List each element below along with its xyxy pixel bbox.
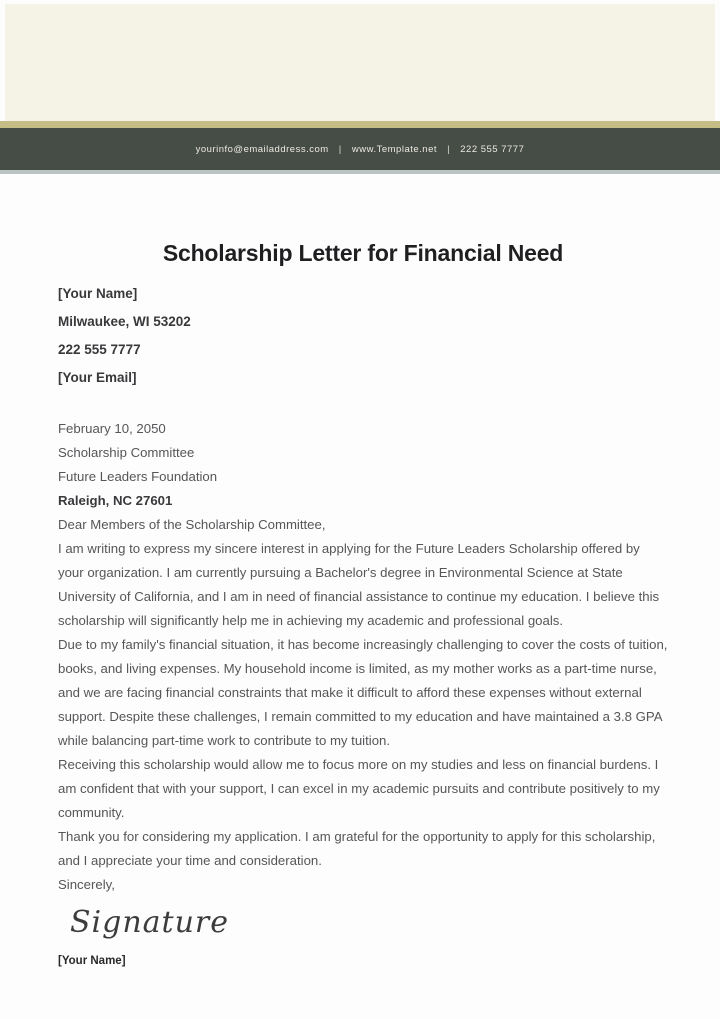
recipient-committee: Scholarship Committee — [58, 445, 195, 460]
contact-phone: 222 555 7777 — [460, 143, 525, 155]
olive-accent-stripe — [0, 121, 720, 128]
salutation: Dear Members of the Scholarship Committee, — [58, 517, 326, 532]
letter-title: Scholarship Letter for Financial Need — [162, 240, 564, 266]
letter-date: February 10, 2050 — [58, 421, 166, 436]
sender-email: [Your Email] — [58, 370, 137, 385]
letter-content — [58, 513, 668, 897]
contact-separator: | — [447, 143, 451, 155]
sender-address: Milwaukee, WI 53202 — [58, 314, 191, 329]
paragraph-1: I am writing to express my sincere interest in applying for the Future Leaders Scholarship offered by your organization. I am currently pursuing a Bachelor's degree in Environmental Science at State University of California, and I am in need of financial assistance to continue my education. I believe this scholarship will significantly help me in achieving my academic and professional goals. — [58, 541, 660, 628]
contact-bar — [196, 144, 525, 155]
light-accent-stripe — [0, 170, 720, 174]
contact-email: yourinfo@emailaddress.com — [195, 143, 329, 155]
paragraph-3: Receiving this scholarship would allow me to focus more on my studies and less on financial burdens. I am confident that with your support, I can excel in my academic pursuits and contribute positively to my community. — [58, 757, 660, 820]
signer-name: [Your Name] — [58, 955, 126, 967]
sender-block — [58, 280, 668, 392]
signature-script: Signature — [70, 905, 230, 940]
letter-body — [0, 240, 720, 967]
contact-separator: | — [338, 143, 342, 155]
recipient-block — [58, 417, 668, 513]
header-banner — [5, 4, 715, 121]
sender-phone: 222 555 7777 — [58, 342, 141, 357]
paragraph-4: Thank you for considering my application. I am grateful for the opportunity to apply for this scholarship, and I appreciate your time and consideration. — [58, 829, 656, 868]
sender-name: [Your Name] — [58, 286, 138, 301]
closing: Sincerely, — [58, 877, 115, 892]
paragraph-2: Due to my family's financial situation, it has become increasingly challenging to cover the costs of tuition, books, and living expenses. My household income is limited, as my mother works as a part-time nurse, and we are facing financial constraints that make it difficult to afford these expenses without external support. Despite these challenges, I remain committed to my education and have maintained a 3.8 GPA while balancing part-time work to contribute to my tuition. — [58, 637, 668, 748]
contact-info-band — [0, 128, 720, 170]
contact-website: www.Template.net — [351, 143, 437, 155]
recipient-organization: Future Leaders Foundation — [58, 469, 218, 484]
recipient-address: Raleigh, NC 27601 — [58, 493, 173, 508]
